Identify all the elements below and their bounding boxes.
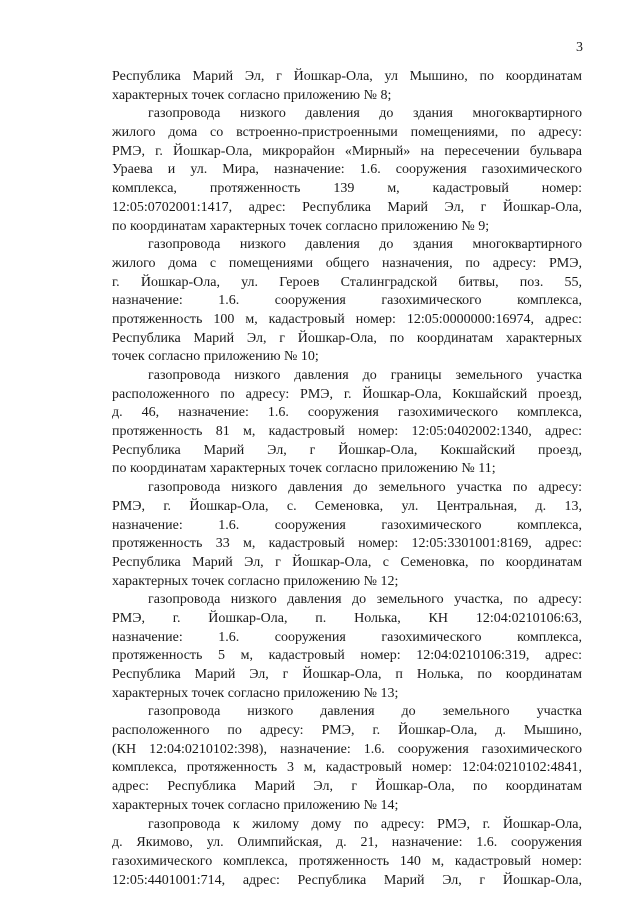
text-line: газопровода низкого давления до земельного участка (148, 704, 582, 720)
text-line: назначение: 1.6. сооружения газохимического комплекса, (112, 517, 582, 533)
text-line: Республика Марий Эл, г Йошкар-Ола, по координатам характерных (112, 330, 582, 346)
text-line: (КН 12:04:0210102:398), назначение: 1.6. сооружения газохимического (112, 741, 582, 757)
text-line: газопровода низкого давления до земельного участка по адресу: (148, 480, 582, 496)
text-line: назначение: 1.6. сооружения газохимического комплекса, (112, 629, 582, 645)
paragraph (112, 479, 582, 591)
text-line: Республика Марий Эл, г Йошкар-Ола, п Нолька, по координатам (112, 667, 582, 682)
text-line: характерных точек согласно приложению № 13; (112, 685, 399, 701)
text-line: расположенного по адресу: РМЭ, г. Йошкар-Ола, д. Мышино, (112, 723, 582, 739)
page-number: 3 (576, 40, 583, 55)
text-line: РМЭ, г. Йошкар-Ола, микрорайон «Мирный» на пересечении бульвара (112, 143, 582, 159)
text-line: газопровода низкого давления до границы земельного участка (148, 368, 582, 383)
text-line: жилого дома со встроенно-пристроенными помещениями, по адресу: (112, 125, 582, 141)
text-line: расположенного по адресу: РМЭ, г. Йошкар-Ола, Кокшайский проезд, (112, 386, 582, 402)
text-line: характерных точек согласно приложению № 8; (112, 87, 392, 103)
text-line: Республика Марий Эл, г Йошкар-Ола, Кокшайский проезд, (112, 442, 582, 458)
text-line: РМЭ, г. Йошкар-Ола, с. Семеновка, ул. Центральная, д. 13, (112, 498, 582, 514)
paragraph (112, 367, 582, 479)
paragraph (112, 105, 582, 236)
text-line: комплекса, протяженность 3 м, кадастровый номер: 12:04:0210102:4841, (112, 760, 582, 776)
text-line: газопровода к жилому дому по адресу: РМЭ, г. Йошкар-Ола, (148, 816, 582, 832)
text-line: характерных точек согласно приложению № 14; (112, 797, 399, 813)
text-line: адрес: Республика Марий Эл, г Йошкар-Ола, по координатам (112, 779, 582, 795)
text-line: РМЭ, г. Йошкар-Ола, п. Нолька, КН 12:04:0210106:63, (112, 610, 582, 626)
text-line: 12:05:4401001:714, адрес: Республика Марий Эл, г Йошкар-Ола, (112, 872, 582, 888)
paragraph (112, 68, 582, 105)
text-line: газопровода низкого давления до здания многоквартирного (148, 237, 582, 253)
text-line: Республика Марий Эл, г Йошкар-Ола, с Семеновка, по координатам (112, 554, 582, 570)
text-line: протяженность 81 м, кадастровый номер: 12:05:0402002:1340, адрес: (112, 424, 582, 440)
text-line: газохимического комплекса, протяженность 140 м, кадастровый номер: (112, 853, 582, 869)
text-line: д. 46, назначение: 1.6. сооружения газохимического комплекса, (112, 405, 582, 421)
text-line: г. Йошкар-Ола, ул. Героев Сталинградской битвы, поз. 55, (112, 274, 582, 290)
text-line: характерных точек согласно приложению № 12; (112, 573, 399, 589)
paragraph (112, 816, 582, 891)
text-line: газопровода низкого давления до здания многоквартирного (148, 106, 582, 122)
text-line: газопровода низкого давления до земельного участка, по адресу: (148, 592, 582, 608)
text-line: комплекса, протяженность 139 м, кадастровый номер: (112, 181, 582, 197)
text-line: назначение: 1.6. сооружения газохимического комплекса, (112, 293, 582, 309)
paragraph (112, 591, 582, 703)
text-line: по координатам характерных точек согласно приложению № 9; (112, 218, 490, 234)
text-line: 12:05:0702001:1417, адрес: Республика Марий Эл, г Йошкар-Ола, (112, 199, 582, 215)
text-line: точек согласно приложению № 10; (112, 349, 319, 365)
text-line: протяженность 5 м, кадастровый номер: 12:04:0210106:319, адрес: (112, 648, 582, 664)
paragraph (112, 703, 582, 815)
text-line: Республика Марий Эл, г Йошкар-Ола, ул Мышино, по координатам (112, 69, 582, 84)
text-line: по координатам характерных точек согласно приложению № 11; (112, 461, 496, 477)
text-line: Ураева и ул. Мира, назначение: 1.6. сооружения газохимического (112, 162, 582, 178)
document-body (112, 68, 582, 890)
text-line: жилого дома с помещениями общего назначения, по адресу: РМЭ, (112, 255, 582, 271)
paragraph (112, 236, 582, 367)
text-line: протяженность 100 м, кадастровый номер: 12:05:0000000:16974, адрес: (112, 311, 582, 327)
text-line: д. Якимово, ул. Олимпийская, д. 21, назначение: 1.6. сооружения (112, 835, 582, 851)
text-line: протяженность 33 м, кадастровый номер: 12:05:3301001:8169, адрес: (112, 536, 582, 552)
